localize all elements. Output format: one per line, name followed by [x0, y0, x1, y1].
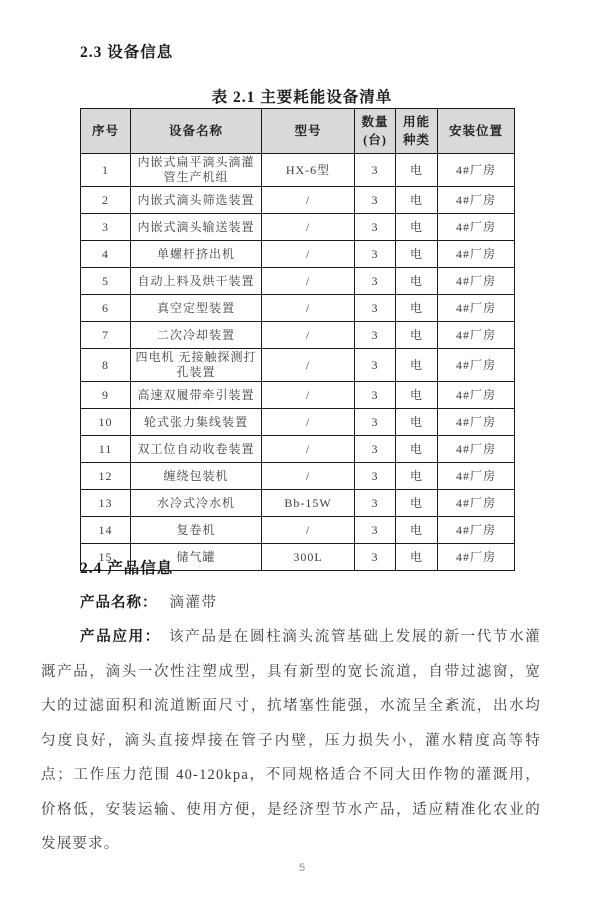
table-cell: 1	[81, 154, 131, 187]
table-cell: 3	[355, 517, 396, 544]
table-cell: /	[262, 295, 355, 322]
table-cell: 水冷式冷水机	[131, 490, 262, 517]
product-name-label: 产品名称：	[80, 595, 158, 611]
table-cell: 缠绕包装机	[131, 463, 262, 490]
table-cell: 3	[355, 241, 396, 268]
table-cell: 电	[396, 268, 438, 295]
table-header-row	[81, 109, 515, 154]
table-cell: 电	[396, 154, 438, 187]
table-cell: 9	[81, 382, 131, 409]
table-row	[81, 187, 515, 214]
table-row	[81, 349, 515, 382]
table-cell: 3	[355, 436, 396, 463]
table-cell: 单螺杆挤出机	[131, 241, 262, 268]
table-cell: 电	[396, 517, 438, 544]
table-row	[81, 241, 515, 268]
table-header-cell: 数量 (台)	[355, 109, 396, 154]
table-cell: 4#厂房	[438, 544, 515, 571]
table-cell: 3	[355, 409, 396, 436]
table-cell: 电	[396, 463, 438, 490]
table-cell: 11	[81, 436, 131, 463]
table-cell: 电	[396, 295, 438, 322]
table-cell: 4#厂房	[438, 436, 515, 463]
table-header-cell: 序号	[81, 109, 131, 154]
table-cell: 电	[396, 187, 438, 214]
product-name-value: 滴灌带	[169, 595, 218, 611]
table-cell: 4#厂房	[438, 517, 515, 544]
table-cell: 10	[81, 409, 131, 436]
table-cell: 4#厂房	[438, 349, 515, 382]
product-application-label: 产品应用：	[80, 629, 161, 645]
table-cell: /	[262, 214, 355, 241]
table-cell: /	[262, 187, 355, 214]
table-cell: 5	[81, 268, 131, 295]
table-cell: 4	[81, 241, 131, 268]
table-cell: 电	[396, 322, 438, 349]
table-cell: 储气罐	[131, 544, 262, 571]
page-number: 5	[298, 862, 306, 874]
table-row	[81, 154, 515, 187]
table-cell: 高速双履带牵引装置	[131, 382, 262, 409]
table-cell: 3	[355, 187, 396, 214]
table-cell: 4#厂房	[438, 187, 515, 214]
table-cell: 3	[355, 154, 396, 187]
table-cell: 电	[396, 382, 438, 409]
table-cell: /	[262, 436, 355, 463]
table-cell: 4#厂房	[438, 463, 515, 490]
table-cell: 2	[81, 187, 131, 214]
table-row	[81, 490, 515, 517]
table-cell: 4#厂房	[438, 409, 515, 436]
table-cell: 3	[355, 268, 396, 295]
table-cell: 3	[355, 322, 396, 349]
table-row	[81, 517, 515, 544]
table-row	[81, 463, 515, 490]
table-cell: 14	[81, 517, 131, 544]
table-cell: 复卷机	[131, 517, 262, 544]
table-cell: 自动上料及烘干装置	[131, 268, 262, 295]
table-cell: 4#厂房	[438, 382, 515, 409]
table-cell: 双工位自动收卷装置	[131, 436, 262, 463]
table-row	[81, 409, 515, 436]
table-cell: 电	[396, 544, 438, 571]
table-cell: 电	[396, 241, 438, 268]
table-cell: 4#厂房	[438, 295, 515, 322]
table-cell: 4#厂房	[438, 154, 515, 187]
table-cell: /	[262, 241, 355, 268]
table-cell: 300L	[262, 544, 355, 571]
table-cell: 内嵌式滴头筛选装置	[131, 187, 262, 214]
table-cell: HX-6型	[262, 154, 355, 187]
table-cell: 内嵌式滴头输送装置	[131, 214, 262, 241]
table-cell: /	[262, 349, 355, 382]
table-body	[81, 154, 515, 571]
table-cell: /	[262, 463, 355, 490]
table-cell: 电	[396, 436, 438, 463]
table-cell: 6	[81, 295, 131, 322]
table-title: 表 2.1 主要耗能设备清单	[211, 89, 393, 106]
table-cell: 轮式张力集线装置	[131, 409, 262, 436]
table-cell: /	[262, 268, 355, 295]
table-cell: Bb-15W	[262, 490, 355, 517]
table-cell: 电	[396, 214, 438, 241]
table-cell: 电	[396, 409, 438, 436]
table-cell: 3	[355, 463, 396, 490]
product-application-paragraph	[41, 620, 541, 862]
table-cell: 3	[81, 214, 131, 241]
table-row	[81, 268, 515, 295]
product-name-line	[80, 591, 218, 612]
table-header-cell: 用能 种类	[396, 109, 438, 154]
table-cell: 3	[355, 490, 396, 517]
product-application-text: 该产品是在圆柱滴头流管基础上发展的新一代节水灌溉产品，滴头一次性注塑成型，具有新型的宽长流道，自带过滤窗，宽大的过滤面积和流道断面尺寸，抗堵塞性能强，水流呈全紊流，出水均匀度良好，滴头直接焊接在管子内壁，压力损失小，灌水精度高等特点；工作压力范围 40-120kpa，不同规格适合不同大田作物的灌溉用，价格低，安装运输、使用方便，是经济型节水产品，适应精准化农业的发展要求。	[41, 629, 541, 852]
table-cell: 4#厂房	[438, 268, 515, 295]
table-cell: 3	[355, 544, 396, 571]
section-heading-equipment-info: 2.3 设备信息	[80, 44, 174, 61]
table-cell: 8	[81, 349, 131, 382]
table-cell: 4#厂房	[438, 490, 515, 517]
table-cell: 3	[355, 214, 396, 241]
table-cell: 4#厂房	[438, 214, 515, 241]
table-cell: /	[262, 517, 355, 544]
table-cell: 3	[355, 382, 396, 409]
table-cell: 真空定型装置	[131, 295, 262, 322]
table-row	[81, 382, 515, 409]
equipment-table	[80, 108, 515, 571]
table-row	[81, 295, 515, 322]
table-header-cell: 安装位置	[438, 109, 515, 154]
table-cell: 电	[396, 490, 438, 517]
table-cell: /	[262, 382, 355, 409]
table-cell: 3	[355, 349, 396, 382]
table-row	[81, 214, 515, 241]
table-cell: /	[262, 322, 355, 349]
section-heading-product-info: 2.4 产品信息	[80, 560, 174, 577]
table-cell: 二次冷却装置	[131, 322, 262, 349]
table-cell: 内嵌式扁平滴头滴灌管生产机组	[131, 154, 262, 187]
table-cell: /	[262, 409, 355, 436]
table-header-cell: 型号	[262, 109, 355, 154]
table-cell: 4#厂房	[438, 241, 515, 268]
table-row	[81, 322, 515, 349]
table-cell: 四电机 无接触探测打孔装置	[131, 349, 262, 382]
table-cell: 电	[396, 349, 438, 382]
table-header-cell: 设备名称	[131, 109, 262, 154]
table-cell: 15	[81, 544, 131, 571]
table-cell: 7	[81, 322, 131, 349]
table-cell: 13	[81, 490, 131, 517]
table-cell: 3	[355, 295, 396, 322]
table-row	[81, 436, 515, 463]
table-cell: 4#厂房	[438, 322, 515, 349]
table-cell: 12	[81, 463, 131, 490]
